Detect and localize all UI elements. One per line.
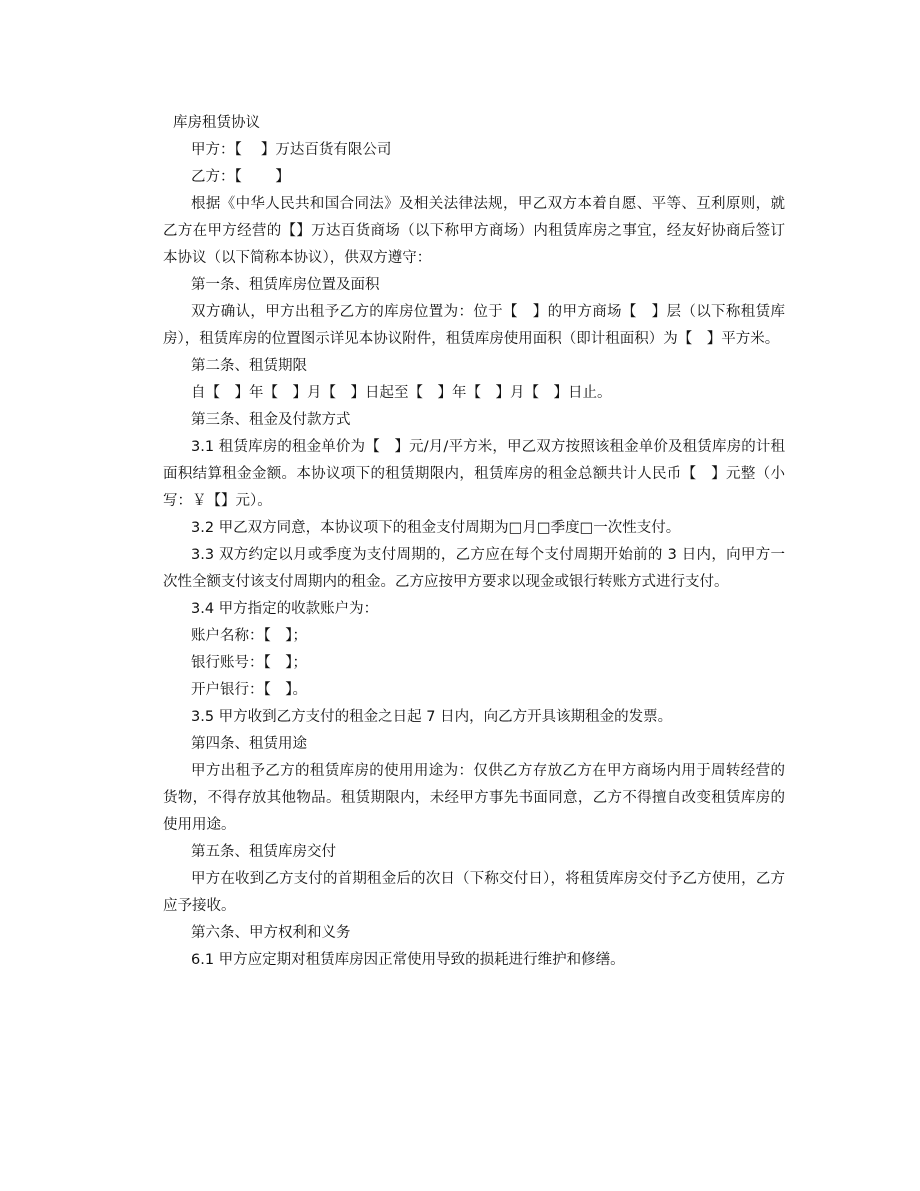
preamble: 根据《中华人民共和国合同法》及相关法律法规，甲乙双方本着自愿、平等、互利原则，就乙方在甲方经营的【】万达百货商场（以下称甲方商场）内租赁库房之事宜，经友好协商后签订本协议（以下简称本协议），供双方遵守： [163, 196, 785, 266]
article-5-heading: 第五条、租赁库房交付 [191, 844, 336, 860]
party-b: 乙方：【 】 [191, 169, 290, 185]
clause-3-2: 3.2 甲乙双方同意，本协议项下的租金支付周期为□月□季度□一次性支付。 [191, 520, 681, 536]
article-4-heading: 第四条、租赁用途 [191, 736, 307, 752]
article-2-body: 自【 】年【 】月【 】日起至【 】年【 】月【 】日止。 [191, 385, 612, 401]
clause-3-4: 3.4 甲方指定的收款账户为： [191, 601, 379, 617]
party-a: 甲方：【 】万达百货有限公司 [191, 142, 392, 158]
document-title: 库房租赁协议 [173, 115, 260, 131]
article-6-heading: 第六条、甲方权利和义务 [191, 925, 351, 941]
opening-bank: 开户银行：【 】。 [191, 682, 307, 698]
account-name: 账户名称：【 】； [191, 628, 307, 644]
article-2-heading: 第二条、租赁期限 [191, 358, 307, 374]
article-5-body: 甲方在收到乙方支付的首期租金后的次日（下称交付日），将租赁库房交付予乙方使用，乙方应予接收。 [163, 871, 785, 914]
article-4-body: 甲方出租予乙方的租赁库房的使用用途为：仅供乙方存放乙方在甲方商场内用于周转经营的货物，不得存放其他物品。租赁期限内，未经甲方事先书面同意，乙方不得擅自改变租赁库房的使用用途。 [163, 763, 785, 833]
clause-6-1: 6.1 甲方应定期对租赁库房因正常使用导致的损耗进行维护和修缮。 [191, 952, 625, 968]
clause-3-3: 3.3 双方约定以月或季度为支付周期的，乙方应在每个支付周期开始前的 3 日内，向甲方一次性全额支付该支付周期内的租金。乙方应按甲方要求以现金或银行转账方式进行支付。 [163, 547, 785, 590]
document-body [163, 110, 785, 974]
article-3-heading: 第三条、租金及付款方式 [191, 412, 351, 428]
clause-3-5: 3.5 甲方收到乙方支付的租金之日起 7 日内，向乙方开具该期租金的发票。 [191, 709, 673, 725]
bank-account-number: 银行账号：【 】； [191, 655, 307, 671]
article-1-heading: 第一条、租赁库房位置及面积 [191, 277, 380, 293]
clause-3-1: 3.1 租赁库房的租金单价为【 】元/月/平方米，甲乙双方按照该租金单价及租赁库房的计租面积结算租金金额。本协议项下的租赁期限内，租赁库房的租金总额共计人民币【 】元整（小写：￥【】元）。 [163, 439, 785, 509]
article-1-body: 双方确认，甲方出租予乙方的库房位置为：位于【 】的甲方商场【 】层（以下称租赁库房），租赁库房的位置图示详见本协议附件，租赁库房使用面积（即计租面积）为【 】平方米。 [163, 304, 785, 347]
